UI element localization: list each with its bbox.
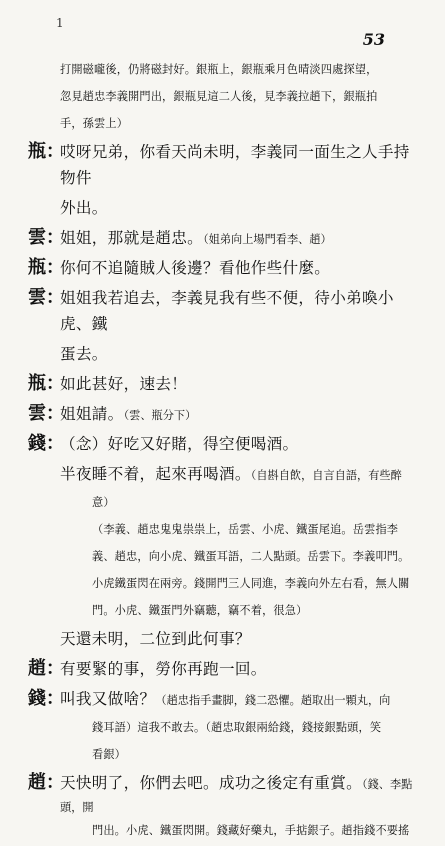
speaker-name: 趙 [28,772,46,793]
speaker-name: 錢 [28,433,46,454]
stage-direction: 義、趙忠，向小虎、鐵蛋耳語，二人點頭。岳雲下。李義叩門。 [92,550,410,563]
stage-direction: 錢耳語）這我不敢去。（趙忠取銀兩給錢，錢接銀點頭，笑 [92,721,382,734]
line-body [60,431,423,457]
line-body [60,401,423,427]
line-body [60,518,423,541]
script-line [28,656,423,682]
line-body [60,139,423,191]
line-body [60,341,423,367]
script-line [28,545,423,568]
speaker-colon: ： [46,227,64,248]
script-line [28,255,423,281]
inline-stage-note: （雲、瓶分下） [123,409,197,422]
speaker-name: 趙 [28,658,46,679]
speaker-label [28,139,64,165]
line-body [60,491,423,514]
line-body [60,371,423,397]
script-line [28,401,423,427]
line-body [60,599,423,622]
speaker-colon: ： [46,772,64,793]
dialogue-continuation: 蛋去。 [60,345,108,363]
script-line [28,599,423,622]
line-body [60,656,423,682]
stage-direction: 忽見趙忠李義開門出，銀瓶見這二人後，見李義拉趙下，銀瓶拍 [60,90,378,103]
script-line [28,518,423,541]
script-line [28,491,423,514]
stage-direction: 小虎鐵蛋閃在兩旁。錢開門三人同進，李義向外左右看，無人關 [92,577,410,590]
line-body [60,85,423,108]
speaker-name: 瓶 [28,257,46,278]
script-line [28,461,423,487]
script-line [28,341,423,367]
dialogue-text: 哎呀兄弟，你看天尚未明，李義同一面生之人手持物件 [60,143,410,187]
dialogue-text: 天快明了，你們去吧。成功之後定有重賞。 [60,774,362,792]
script-line [28,195,423,221]
script-line [28,819,423,842]
script-line [28,112,423,135]
script-line [28,225,423,251]
dialogue-text: 姐姐，那就是趙忠。 [60,229,204,247]
speaker-colon: ： [46,688,64,709]
script-line [28,626,423,652]
inline-stage-note: （錢、李點頭，開 [60,778,413,814]
script-line [28,716,423,739]
dialogue-text: 姐姐請。 [60,405,124,423]
line-body [60,255,423,281]
dialogue-continuation: 天還未明，二位到此何事？ [60,630,251,648]
stage-direction: 門。小虎、鐵蛋門外竊聽，竊不着，很急） [92,604,308,617]
speaker-name: 瓶 [28,141,46,162]
speaker-label [28,371,64,397]
stage-direction: 看銀） [92,748,127,761]
speaker-label [28,285,64,311]
speaker-label [28,401,64,427]
dialogue-text: 姐姐我若追去，李義見我有些不便，待小弟喚小虎、鐵 [60,289,394,333]
line-body [60,819,423,842]
page-number: 53 [362,30,385,49]
speaker-name: 雲 [28,287,46,308]
line-body [60,770,423,815]
inline-stage-note: （趙忠指手畫脚，錢二恐懼。趙取出一顆丸，向 [155,694,391,707]
speaker-colon: ： [46,141,64,162]
script-line [28,371,423,397]
speaker-label [28,431,64,457]
dialogue-continuation: 半夜睡不着，起來再喝酒。 [60,465,251,483]
speaker-colon: ： [46,257,64,278]
script-line [28,572,423,595]
speaker-colon: ： [46,287,64,308]
inline-stage-note: （姐弟向上場門看李、趙） [203,233,332,246]
dialogue-text: 有要緊的事，勞你再跑一回。 [60,660,267,678]
speaker-name: 瓶 [28,373,46,394]
line-body [60,112,423,135]
script-line [28,431,423,457]
stage-direction: 手，孫雲上） [60,117,129,130]
speaker-name: 雲 [28,403,46,424]
line-body [60,461,423,487]
stage-direction: 意） [92,496,115,509]
dialogue-continuation: 外出。 [60,199,108,217]
dialogue-text: 你何不追隨賊人後邊？看他作些什麼。 [60,259,331,277]
script-line [28,58,423,81]
speaker-label [28,770,64,796]
stage-direction: （李義、趙忠鬼鬼祟祟上，岳雲、小虎、鐵蛋尾追。岳雲指李 [92,523,399,536]
speaker-name: 錢 [28,688,46,709]
line-body [60,225,423,251]
speaker-colon: ： [46,373,64,394]
speaker-colon: ： [46,658,64,679]
speaker-colon: ： [46,433,64,454]
speaker-label [28,656,64,682]
dialogue-text: 如此甚好，速去！ [60,375,188,393]
corner-mark: 1 [56,16,64,30]
script-line [28,285,423,337]
inline-stage-note: （自斟自飲，自言自語，有些醉 [250,469,402,482]
stage-direction: 門出。小虎、鐵蛋閃開。錢藏好藥丸，手掂銀子。趙指錢不要搖 [92,824,410,837]
line-body [60,716,423,739]
script-text [28,58,423,846]
line-body [60,285,423,337]
line-body [60,195,423,221]
line-body [60,572,423,595]
speaker-colon: ： [46,403,64,424]
script-line [28,770,423,815]
line-body [60,545,423,568]
line-body [60,58,423,81]
speaker-label [28,255,64,281]
stage-direction: 打開磁嚨後，仍將磁封好。銀瓶上，銀瓶乘月色晴淡四處探望， [60,63,378,76]
dialogue-text: 叫我又做啥？ [60,690,156,708]
line-body [60,743,423,766]
line-body [60,626,423,652]
dialogue-text: （念）好吃又好賭，得空便喝酒。 [60,435,299,453]
speaker-label [28,225,64,251]
script-line [28,743,423,766]
script-line [28,85,423,108]
script-line [28,139,423,191]
speaker-name: 雲 [28,227,46,248]
